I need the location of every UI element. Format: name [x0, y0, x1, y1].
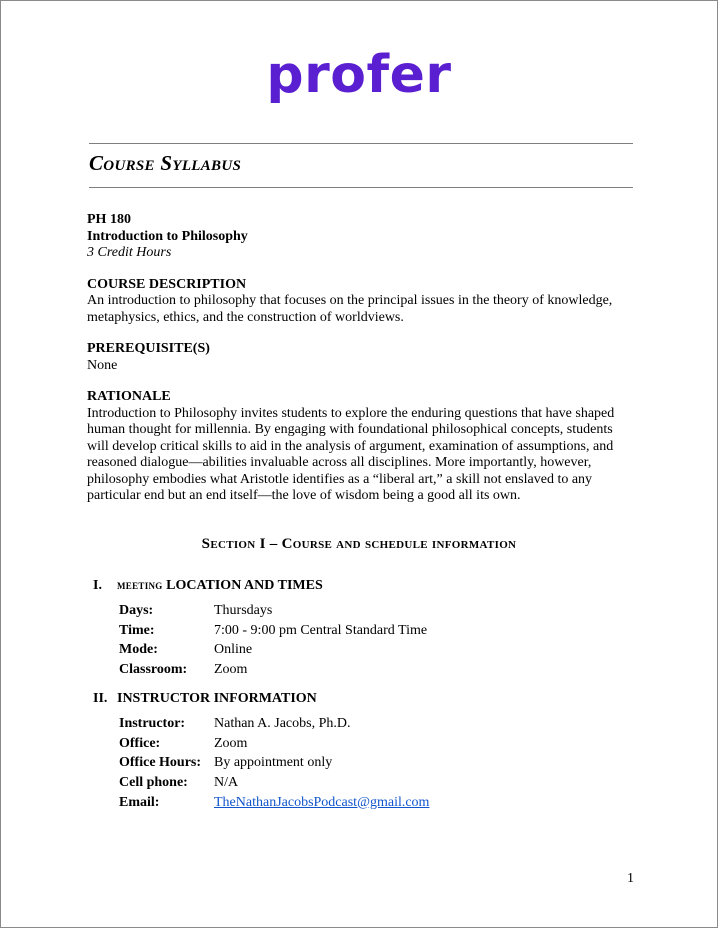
- instructor-value: Zoom: [214, 735, 248, 751]
- table-row: [119, 623, 427, 643]
- description-line: metaphysics, ethics, and the construction of worldviews.: [87, 309, 404, 325]
- table-row: [119, 603, 427, 623]
- meeting-value: 7:00 - 9:00 pm Central Standard Time: [214, 622, 428, 638]
- instructor-label: Instructor:: [119, 716, 186, 731]
- meeting-number: I.: [93, 578, 102, 593]
- instructor-value: Nathan A. Jacobs, Ph.D.: [214, 716, 351, 731]
- rationale-line: human thought for millennia. By engaging with foundational philosophical concepts, students: [87, 422, 613, 437]
- rationale-heading: RATIONALE: [87, 389, 171, 404]
- email-cell: [214, 795, 429, 815]
- meeting-value: Thursdays: [214, 603, 273, 618]
- table-row: [119, 775, 429, 795]
- meeting-table: [119, 603, 427, 682]
- meeting-heading-rest: LOCATION AND TIMES: [166, 578, 323, 593]
- course-code: PH 180: [87, 212, 131, 227]
- table-row: [119, 795, 429, 815]
- table-row: [119, 642, 427, 662]
- instructor-value: By appointment only: [214, 755, 333, 771]
- rationale-line: will develop critical skills to aid in the analysis of argument, examination of assumptions, and: [87, 438, 614, 454]
- meeting-heading-small: MEETING: [117, 581, 163, 591]
- title-rule-top: [89, 143, 633, 144]
- prerequisites-heading: PREREQUISITE(S): [87, 341, 210, 356]
- description-line: An introduction to philosophy that focuses on the principal issues in the theory of knowledge,: [87, 293, 613, 308]
- document-title: Course Syllabus: [89, 151, 242, 175]
- rationale-line: Introduction to Philosophy invites students to explore the enduring questions that have shaped: [87, 405, 615, 421]
- rationale-line: reasoned dialogue—abilities invaluable across all disciplines. More importantly, however,: [87, 455, 592, 470]
- table-row: [119, 755, 429, 775]
- email-link[interactable]: TheNathanJacobsPodcast@gmail.com: [214, 794, 430, 810]
- title-rule-bottom: [89, 187, 633, 188]
- instructor-number: II.: [93, 691, 108, 706]
- meeting-value: Zoom: [214, 662, 248, 678]
- table-row: [119, 736, 429, 756]
- rationale-line: philosophy embodies what Aristotle identifies as a “liberal art,” a skill not enslaved to any: [87, 471, 593, 487]
- course-credits: 3 Credit Hours: [87, 245, 172, 260]
- email-label: Email:: [119, 794, 160, 810]
- instructor-value: N/A: [214, 775, 239, 791]
- meeting-label: Classroom:: [119, 662, 188, 678]
- description-section: [87, 277, 633, 327]
- instructor-table: [119, 716, 429, 814]
- instructor-heading-text: INSTRUCTOR INFORMATION: [117, 691, 317, 706]
- meeting-heading: [93, 578, 323, 594]
- prerequisites-section: [87, 341, 633, 374]
- prerequisites-text: None: [87, 357, 118, 373]
- description-heading: COURSE DESCRIPTION: [87, 276, 247, 292]
- page-number: 1: [627, 871, 634, 886]
- instructor-label: Office Hours:: [119, 755, 202, 771]
- course-overview: [87, 212, 633, 505]
- instructor-label: Office:: [119, 735, 161, 751]
- meeting-label: Time:: [119, 622, 155, 638]
- table-row: [119, 716, 429, 736]
- rationale-section: [87, 389, 633, 505]
- instructor-heading: [93, 691, 317, 707]
- instructor-label: Cell phone:: [119, 775, 188, 791]
- table-row: [119, 662, 427, 682]
- rationale-line: particular end but an end itself—the love of wisdom being a good all its own.: [87, 488, 521, 503]
- meeting-value: Online: [214, 642, 253, 658]
- meeting-label: Days:: [119, 603, 154, 618]
- section-title: Section I – Course and schedule information: [201, 536, 517, 552]
- meeting-label: Mode:: [119, 642, 158, 658]
- course-name: Introduction to Philosophy: [87, 228, 248, 244]
- profer-logo: profer: [266, 45, 452, 105]
